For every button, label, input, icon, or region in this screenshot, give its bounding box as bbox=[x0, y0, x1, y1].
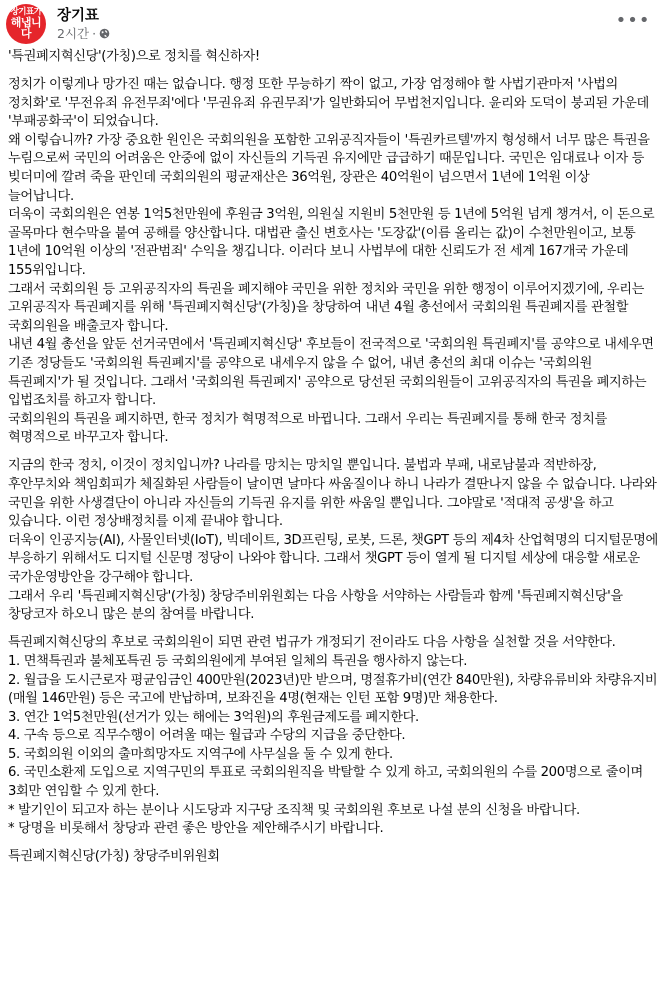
post-paragraph: 특권폐지혁신당의 후보로 국회의원이 되면 관련 법규가 개정되기 전이라도 다음 사항을 실천할 것을 서약한다. bbox=[8, 635, 616, 651]
post-paragraph: 6. 국민소환제 도입으로 지역구민의 투표로 국회의원직을 박탈할 수 있게 하고, 국회의원의 수를 200명으로 줄이며 3회만 연임할 수 있게 한다. bbox=[8, 765, 643, 800]
post-paragraph: 내년 4월 총선을 앞둔 선거국면에서 '특권폐지혁신당' 후보들이 전국적으로 '국회의원 특권폐지'를 공약으로 내세우면 기존 정당들도 '국회의원 특권폐지'를 공약으로 내세우지 않을 수 없어, 내년 총선의 최대 이슈는 '국회의원 특권폐지'가 될 것입니다. 그래서 '국회의원 특권폐지' 공약으로 당선된 국회의원들이 고위공직자의 특권을 폐지하는 입법조치를 하고자 합니다. bbox=[8, 337, 654, 409]
avatar-text-line1: 장기표가 bbox=[10, 6, 42, 17]
post-paragraph: 그래서 우리 '특권폐지혁신당'(가칭) 창당주비위원회는 다음 사항을 서약하는 사람들과 함께 '특권폐지혁신당'을 창당코자 하오니 많은 분의 참여를 바랍니다. bbox=[8, 588, 623, 623]
avatar-text-line2: 해냅니다 bbox=[10, 15, 42, 41]
post-paragraph: 4. 구속 등으로 직무수행이 어려울 때는 월급과 수당의 지급을 중단한다. bbox=[8, 728, 406, 744]
paragraph-gap bbox=[8, 625, 658, 635]
more-options-icon[interactable]: ••• bbox=[615, 9, 651, 31]
post-paragraph: 2. 월급을 도시근로자 평균임금인 400만원(2023년)만 받으며, 명절휴가비(연간 840만원), 차량유류비와 차량유지비(매월 146만원) 등은 국고에 반납하며, 보좌진을 4명(현재는 인턴 포함 9명)만 채용한다. bbox=[8, 672, 658, 707]
post-paragraph: 왜 이렇습니까? 가장 중요한 원인은 국회의원을 포함한 고위공직자들이 '특권카르텔'까지 형성해서 너무 많은 특권을 누림으로써 국민의 어려움은 안중에 없이 자신들의 기득권 유지에만 급급하기 때문입니다. 국민은 임대료나 이자 등 빚더미에 깔려 죽을 판인데 국회의원의 평균재산은 36억원, 장관은 40억원이 넘으면서 1년에 1억원 이상 늘어납니다. bbox=[8, 132, 650, 204]
post-paragraph: 5. 국회의원 이외의 출마희망자도 지역구에 사무실을 둘 수 있게 한다. bbox=[8, 746, 393, 762]
paragraph-gap bbox=[8, 839, 658, 849]
meta-separator: · bbox=[92, 25, 97, 41]
post-paragraph: * 발기인이 되고자 하는 분이나 시도당과 지구당 조직책 및 국회의원 후보로 나설 분의 신청을 바랍니다. bbox=[8, 802, 580, 818]
post-paragraph: * 당명을 비롯해서 창당과 관련 좋은 방안을 제안해주시기 바랍니다. bbox=[8, 821, 384, 837]
post-paragraph: 정치가 이렇게나 망가진 때는 없습니다. 행정 또한 무능하기 짝이 없고, 가장 엄정해야 할 사법기관마저 '사법의 정치화'로 '무전유죄 유전무죄'에다 '무권유죄 유권무죄'가 일반화되어 무법천지입니다. 윤리와 도덕이 붕괴된 가운데 '부패공화국'이 되었습니다. bbox=[8, 77, 649, 130]
post-body bbox=[8, 48, 658, 867]
post-time[interactable]: 2시간 bbox=[57, 26, 90, 41]
post-paragraph: 특권폐지혁신당(가칭) 창당주비위원회 bbox=[8, 849, 220, 865]
post-meta bbox=[57, 24, 110, 42]
globe-icon[interactable] bbox=[99, 28, 110, 39]
post-paragraph: 더욱이 인공지능(AI), 사물인터넷(IoT), 빅데이트, 3D프린팅, 로봇, 드론, 챗GPT 등의 제4차 산업혁명의 디지털문명에 부응하기 위해서도 디지털 신문명 정당이 나와야 합니다. 그래서 챗GPT 등이 열게 될 디지털 세상에 대응할 새로운 국가운영방안을 강구해야 합니다. bbox=[8, 532, 658, 586]
post-paragraph: 국회의원의 특권을 폐지하면, 한국 정치가 혁명적으로 바뀝니다. 그래서 우리는 특권폐지를 통해 한국 정치를 혁명적으로 바꾸고자 합니다. bbox=[8, 411, 607, 446]
post-paragraph: '특권폐지혁신당'(가칭)으로 정치를 혁신하자! bbox=[8, 49, 260, 64]
post-paragraph: 3. 연간 1억5천만원(선거가 있는 해에는 3억원)의 후원금제도를 폐지한다. bbox=[8, 709, 419, 725]
paragraph-gap bbox=[8, 448, 658, 458]
avatar[interactable] bbox=[6, 4, 46, 44]
post-paragraph: 그래서 국회의원 등 고위공직자의 특권을 폐지해야 국민을 위한 정치와 국민을 위한 행정이 이루어지겠기에, 우리는 고위공직자 특권폐지를 위해 '특권폐지혁신당'(가칭)을 창당하여 내년 4월 총선에서 국회의원 특권폐지를 관철할 국회의원을 배출코자 합니다. bbox=[8, 281, 645, 334]
post-header bbox=[0, 0, 665, 52]
author-name[interactable]: 장기표 bbox=[57, 8, 100, 24]
paragraph-gap bbox=[8, 67, 658, 77]
post-paragraph: 더욱이 국회의원은 연봉 1억5천만원에 후원금 3억원, 의원실 지원비 5천만원 등 1년에 5억원 넘게 챙겨서, 이 돈으로 골목마다 현수막을 붙여 공해를 양산합니다. 대법관 출신 변호사는 '도장값'(이름 올리는 값)이 수천만원이고, 보통 1년에 10억원 이상의 '전관범죄' 수익을 챙깁니다. 이러다 보니 사법부에 대한 신뢰도가 전 세계 167개국 가운데 155위입니다. bbox=[8, 207, 655, 279]
post-paragraph: 1. 면책특권과 불체포특권 등 국회의원에게 부여된 일체의 특권을 행사하지 않는다. bbox=[8, 653, 468, 669]
post-paragraph: 지금의 한국 정치, 이것이 정치입니까? 나라를 망치는 망치일 뿐입니다. 불법과 부패, 내로남불과 적반하장, 후안무치와 책임회피가 체질화된 사람들이 날이면 날마다 싸움질이나 하니 나라가 결딴나지 않을 수 없습니다. 나라와 국민을 위한 사생결단이 아니라 자신들의 기득권 유지를 위한 싸움일 뿐입니다. 그야말로 '적대적 공생'을 하고 있습니다. 이런 정상배정치를 이제 끝내야 합니다. bbox=[8, 458, 657, 530]
